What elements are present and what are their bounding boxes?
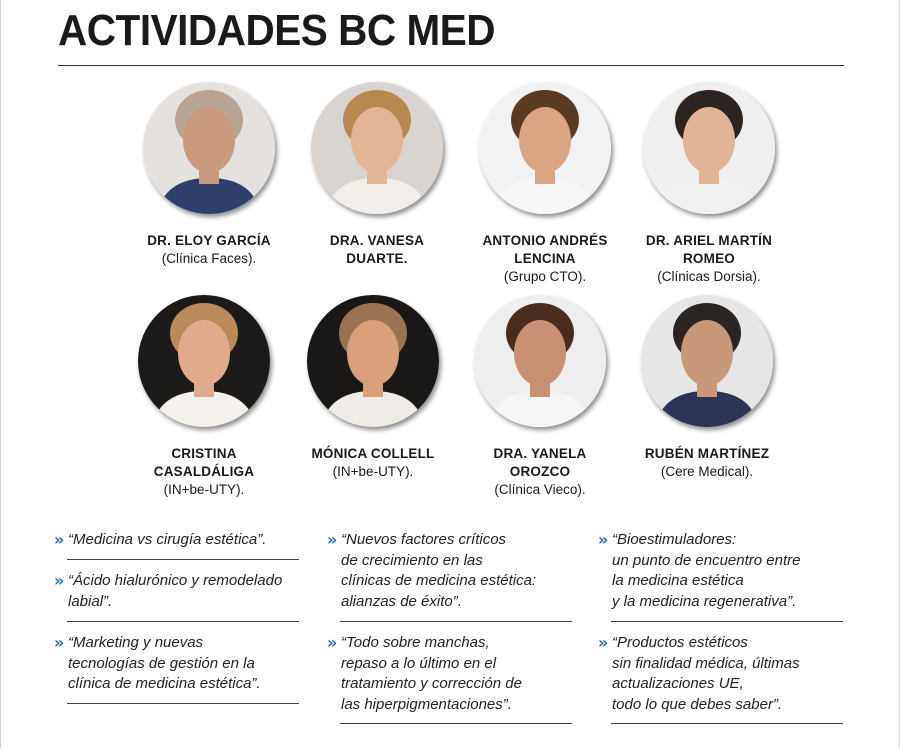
speaker-card: [624, 82, 794, 286]
topic-text: “Marketing y nuevas tecnologías de gestión en la clínica de medicina estética”.: [68, 634, 261, 692]
speaker-photo: [311, 82, 443, 214]
speaker-photo: [643, 82, 775, 214]
speaker-name: RUBÉN MARTÍNEZ: [644, 446, 770, 461]
topic-text: “Nuevos factores críticos de crecimiento en las clínicas de medicina estética: alianzas de éxito”.: [341, 531, 537, 610]
topic-divider: [67, 621, 299, 622]
speaker-name: DRA. VANESA DUARTE.: [329, 233, 425, 266]
speaker-card: [455, 295, 625, 499]
topic-item: [598, 633, 843, 715]
topic-divider: [611, 621, 843, 622]
topic-text: “Bioestimuladores: un punto de encuentro entre la medicina estética y la medicina regenerativa”.: [612, 531, 801, 610]
portrait-illustration: [643, 82, 775, 214]
speaker-affiliation: (Clínica Faces).: [161, 251, 257, 266]
speaker-card: [292, 82, 462, 268]
speaker-name: ANTONIO ANDRÉS LENCINA: [482, 233, 608, 266]
speaker-photo: [138, 295, 270, 427]
chevron-right-icon: »: [54, 530, 65, 549]
speaker-name: DRA. YANELA OROZCO: [493, 446, 587, 479]
chevron-right-icon: »: [327, 633, 338, 652]
chevron-right-icon: »: [598, 530, 609, 549]
speaker-photo: [307, 295, 439, 427]
page-title: ACTIVIDADES BC MED: [58, 6, 496, 55]
speaker-name: MÓNICA COLLELL: [311, 446, 435, 461]
speaker-affiliation: (IN+be-UTY).: [332, 464, 414, 479]
speaker-photo: [641, 295, 773, 427]
chevron-right-icon: »: [598, 633, 609, 652]
topic-text: “Medicina vs cirugía estética”.: [68, 531, 267, 548]
chevron-right-icon: »: [327, 530, 338, 549]
topic-item: [54, 571, 299, 612]
topic-divider: [340, 621, 572, 622]
speaker-affiliation: (IN+be-UTY).: [163, 482, 245, 497]
topic-item: [54, 633, 299, 695]
speaker-card: [460, 82, 630, 286]
speaker-card: [119, 295, 289, 499]
topic-item: [54, 530, 299, 551]
speaker-name: DR. ARIEL MARTÍN ROMEO: [645, 233, 773, 266]
title-divider: [58, 65, 844, 66]
topic-divider: [611, 723, 843, 724]
topic-item: [327, 530, 572, 612]
speaker-card: [622, 295, 792, 481]
speaker-photo: [479, 82, 611, 214]
speaker-name: CRISTINA CASALDÁLIGA: [153, 446, 255, 479]
speaker-affiliation: (Clínica Vieco).: [494, 482, 586, 497]
chevron-right-icon: »: [54, 571, 65, 590]
portrait-illustration: [479, 82, 611, 214]
speaker-affiliation: (Clínicas Dorsia).: [657, 269, 761, 284]
topic-text: “Productos estéticos sin finalidad médica, últimas actualizaciones UE, todo lo que debes saber”.: [612, 634, 800, 713]
portrait-illustration: [307, 295, 439, 427]
portrait-illustration: [474, 295, 606, 427]
speaker-affiliation: (Grupo CTO).: [503, 269, 587, 284]
speaker-affiliation: (Cere Medical).: [660, 464, 754, 479]
portrait-illustration: [641, 295, 773, 427]
portrait-illustration: [311, 82, 443, 214]
topic-item: [598, 530, 843, 612]
chevron-right-icon: »: [54, 633, 65, 652]
portrait-illustration: [138, 295, 270, 427]
speaker-card: [288, 295, 458, 481]
topic-divider: [340, 723, 572, 724]
topic-text: “Todo sobre manchas, repaso a lo último en el tratamiento y corrección de las hiperpigmentaciones”.: [341, 634, 522, 713]
speaker-photo: [143, 82, 275, 214]
topic-item: [327, 633, 572, 715]
portrait-illustration: [143, 82, 275, 214]
topic-divider: [67, 559, 299, 560]
topic-divider: [67, 703, 299, 704]
speaker-name: DR. ELOY GARCÍA: [147, 233, 271, 248]
speaker-card: [124, 82, 294, 268]
topic-text: “Ácido hialurónico y remodelado labial”.: [68, 572, 283, 610]
speaker-photo: [474, 295, 606, 427]
